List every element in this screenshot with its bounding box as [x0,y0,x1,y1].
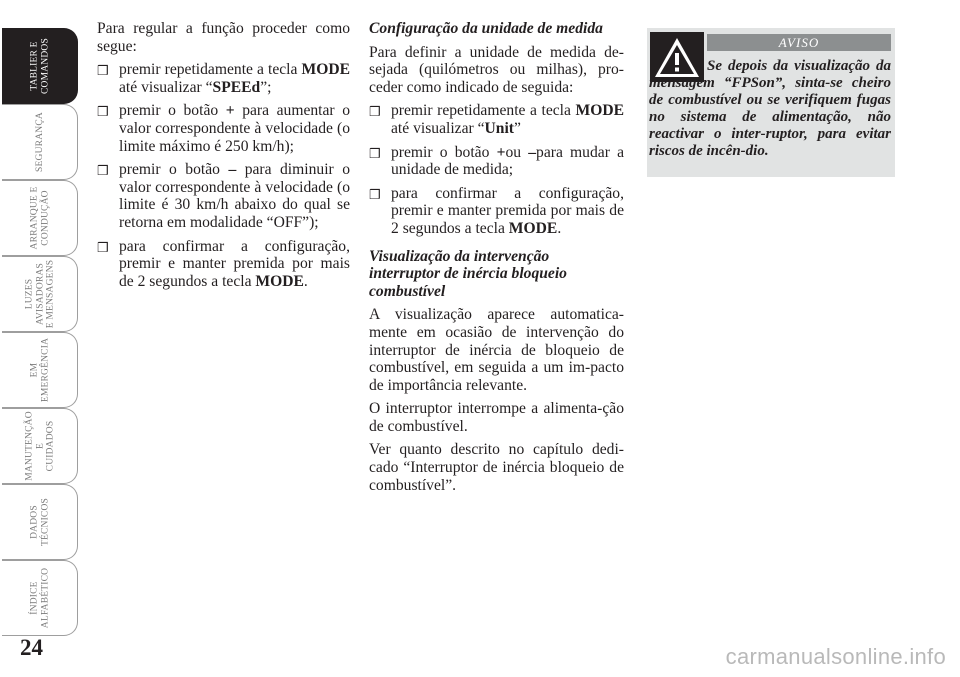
checkbox-bullet-icon: ❒ [97,104,109,120]
paragraph: A visualização aparece automatica-mente em ocasião de intervenção do interruptor de inércia de bloqueio de combustível, em seguida a um im-pacto de importância relevante. [369,306,624,394]
key-name: MODE [301,61,350,79]
list-item [369,185,624,238]
chapter-tabs [2,28,80,632]
page-number: 24 [20,635,43,660]
list-item-text: premir repetidamente a tecla [119,61,302,79]
checkbox-bullet-icon: ❒ [369,104,381,120]
key-name: + [225,102,235,120]
list-item-text: para confirmar a configuração, premir e manter premida por mais de 2 segundos a tecla [391,184,624,237]
tab-luzes-avisadoras[interactable] [2,256,78,332]
paragraph: Para definir a unidade de medida de-sejada (quilómetros ou milhas), pro-ceder como indicado de seguida: [369,43,624,96]
tab-arranque-conducao[interactable] [2,180,78,256]
key-name: MODE [255,272,304,290]
list-item [97,238,350,291]
tab-tablier-comandos[interactable] [2,28,78,104]
key-name: – [528,143,537,161]
list-item-text: para mudar a unidade de medida; [391,143,624,179]
list-item-text: premir o botão [119,102,226,120]
tab-indice-alfabetico[interactable] [2,560,78,636]
watermark: carmanualsonline.info [725,644,946,669]
tab-label: ÍNDICE ALFABÉTICO [29,567,50,629]
tab-em-emergencia[interactable] [2,332,78,408]
key-name: MODE [575,102,624,120]
checkbox-bullet-icon: ❒ [369,145,381,161]
section-heading: Configuração da unidade de medida [369,20,603,37]
list-item-text: premir o botão [119,161,229,179]
checkbox-bullet-icon: ❒ [97,239,109,255]
paragraph: O interruptor interrompe a alimenta-ção de combustível. [369,400,624,435]
tab-label: TABLIER E COMANDOS [29,38,50,94]
key-name: – [228,161,237,179]
list-item [369,102,624,137]
list-item [369,144,624,179]
warning-text-content: Se depois da visualização da mensagem “FPSon”, sinta-se cheiro de combustível ou se verifiquem fugas no sistema de alimentação, não reactivar o inter-ruptor, para evitar riscos de incên-dio. [649,58,891,159]
tab-label: EM EMERGÊNCIA [29,337,50,403]
text-column-1 [97,20,350,296]
warning-text [649,58,891,160]
tab-seguranca[interactable] [2,104,78,180]
list-item-text: premir repetidamente a tecla [391,102,576,120]
warning-title: AVISO [778,35,820,50]
intro-paragraph: Para regular a função proceder como segue: [97,20,350,55]
list-item-text: até visualizar “ [119,78,213,96]
section-heading: Visualização da intervenção interruptor de inércia bloqueio combustível [369,247,567,300]
list-item-text: . [303,272,308,290]
list-item-text: ” [513,119,521,137]
display-value: Unit [484,119,514,137]
tab-manutencao-cuidados[interactable] [2,408,78,484]
tab-label: ARRANQUE E CONDUÇÃO [29,186,50,250]
warning-box [647,28,895,177]
list-item [97,161,350,231]
list-item [97,61,350,96]
list-item-text: ou [505,143,529,161]
list-item-text: . [557,219,562,237]
list-item-text: premir o botão [391,143,497,161]
tab-dados-tecnicos[interactable] [2,484,78,560]
tab-label: SEGURANÇA [34,112,45,172]
checkbox-bullet-icon: ❒ [97,163,109,179]
text-column-2 [369,20,624,500]
list-item-text: ”; [260,78,272,96]
list-item-text: para aumentar o valor correspondente à velocidade (o limite máximo é 250 km/h); [119,102,350,155]
tab-label: DADOS TÉCNICOS [29,497,50,547]
paragraph: Ver quanto descrito no capítulo dedi-cado “Interruptor de inércia bloqueio de combustível”. [369,441,624,494]
list-item-text: para diminuir o valor correspondente à velocidade (o limite é 30 km/h abaixo do qual se retorna em modalidade “OFF”); [119,161,350,231]
key-name: MODE [508,219,558,237]
key-name: + [496,143,506,161]
tab-label: MANUTENÇÃO E CUIDADOS [23,411,55,481]
list-item [97,102,350,155]
list-item-text: para confirmar a configuração, premir e manter premida por mais de 2 segundos a tecla [119,237,350,290]
checkbox-bullet-icon: ❒ [97,63,109,79]
list-item-text: até visualizar “ [391,119,485,137]
tab-label: LUZES AVISADORAS E MENSAGENS [23,259,55,329]
checkbox-bullet-icon: ❒ [369,186,381,202]
display-value: SPEEd [212,78,261,96]
